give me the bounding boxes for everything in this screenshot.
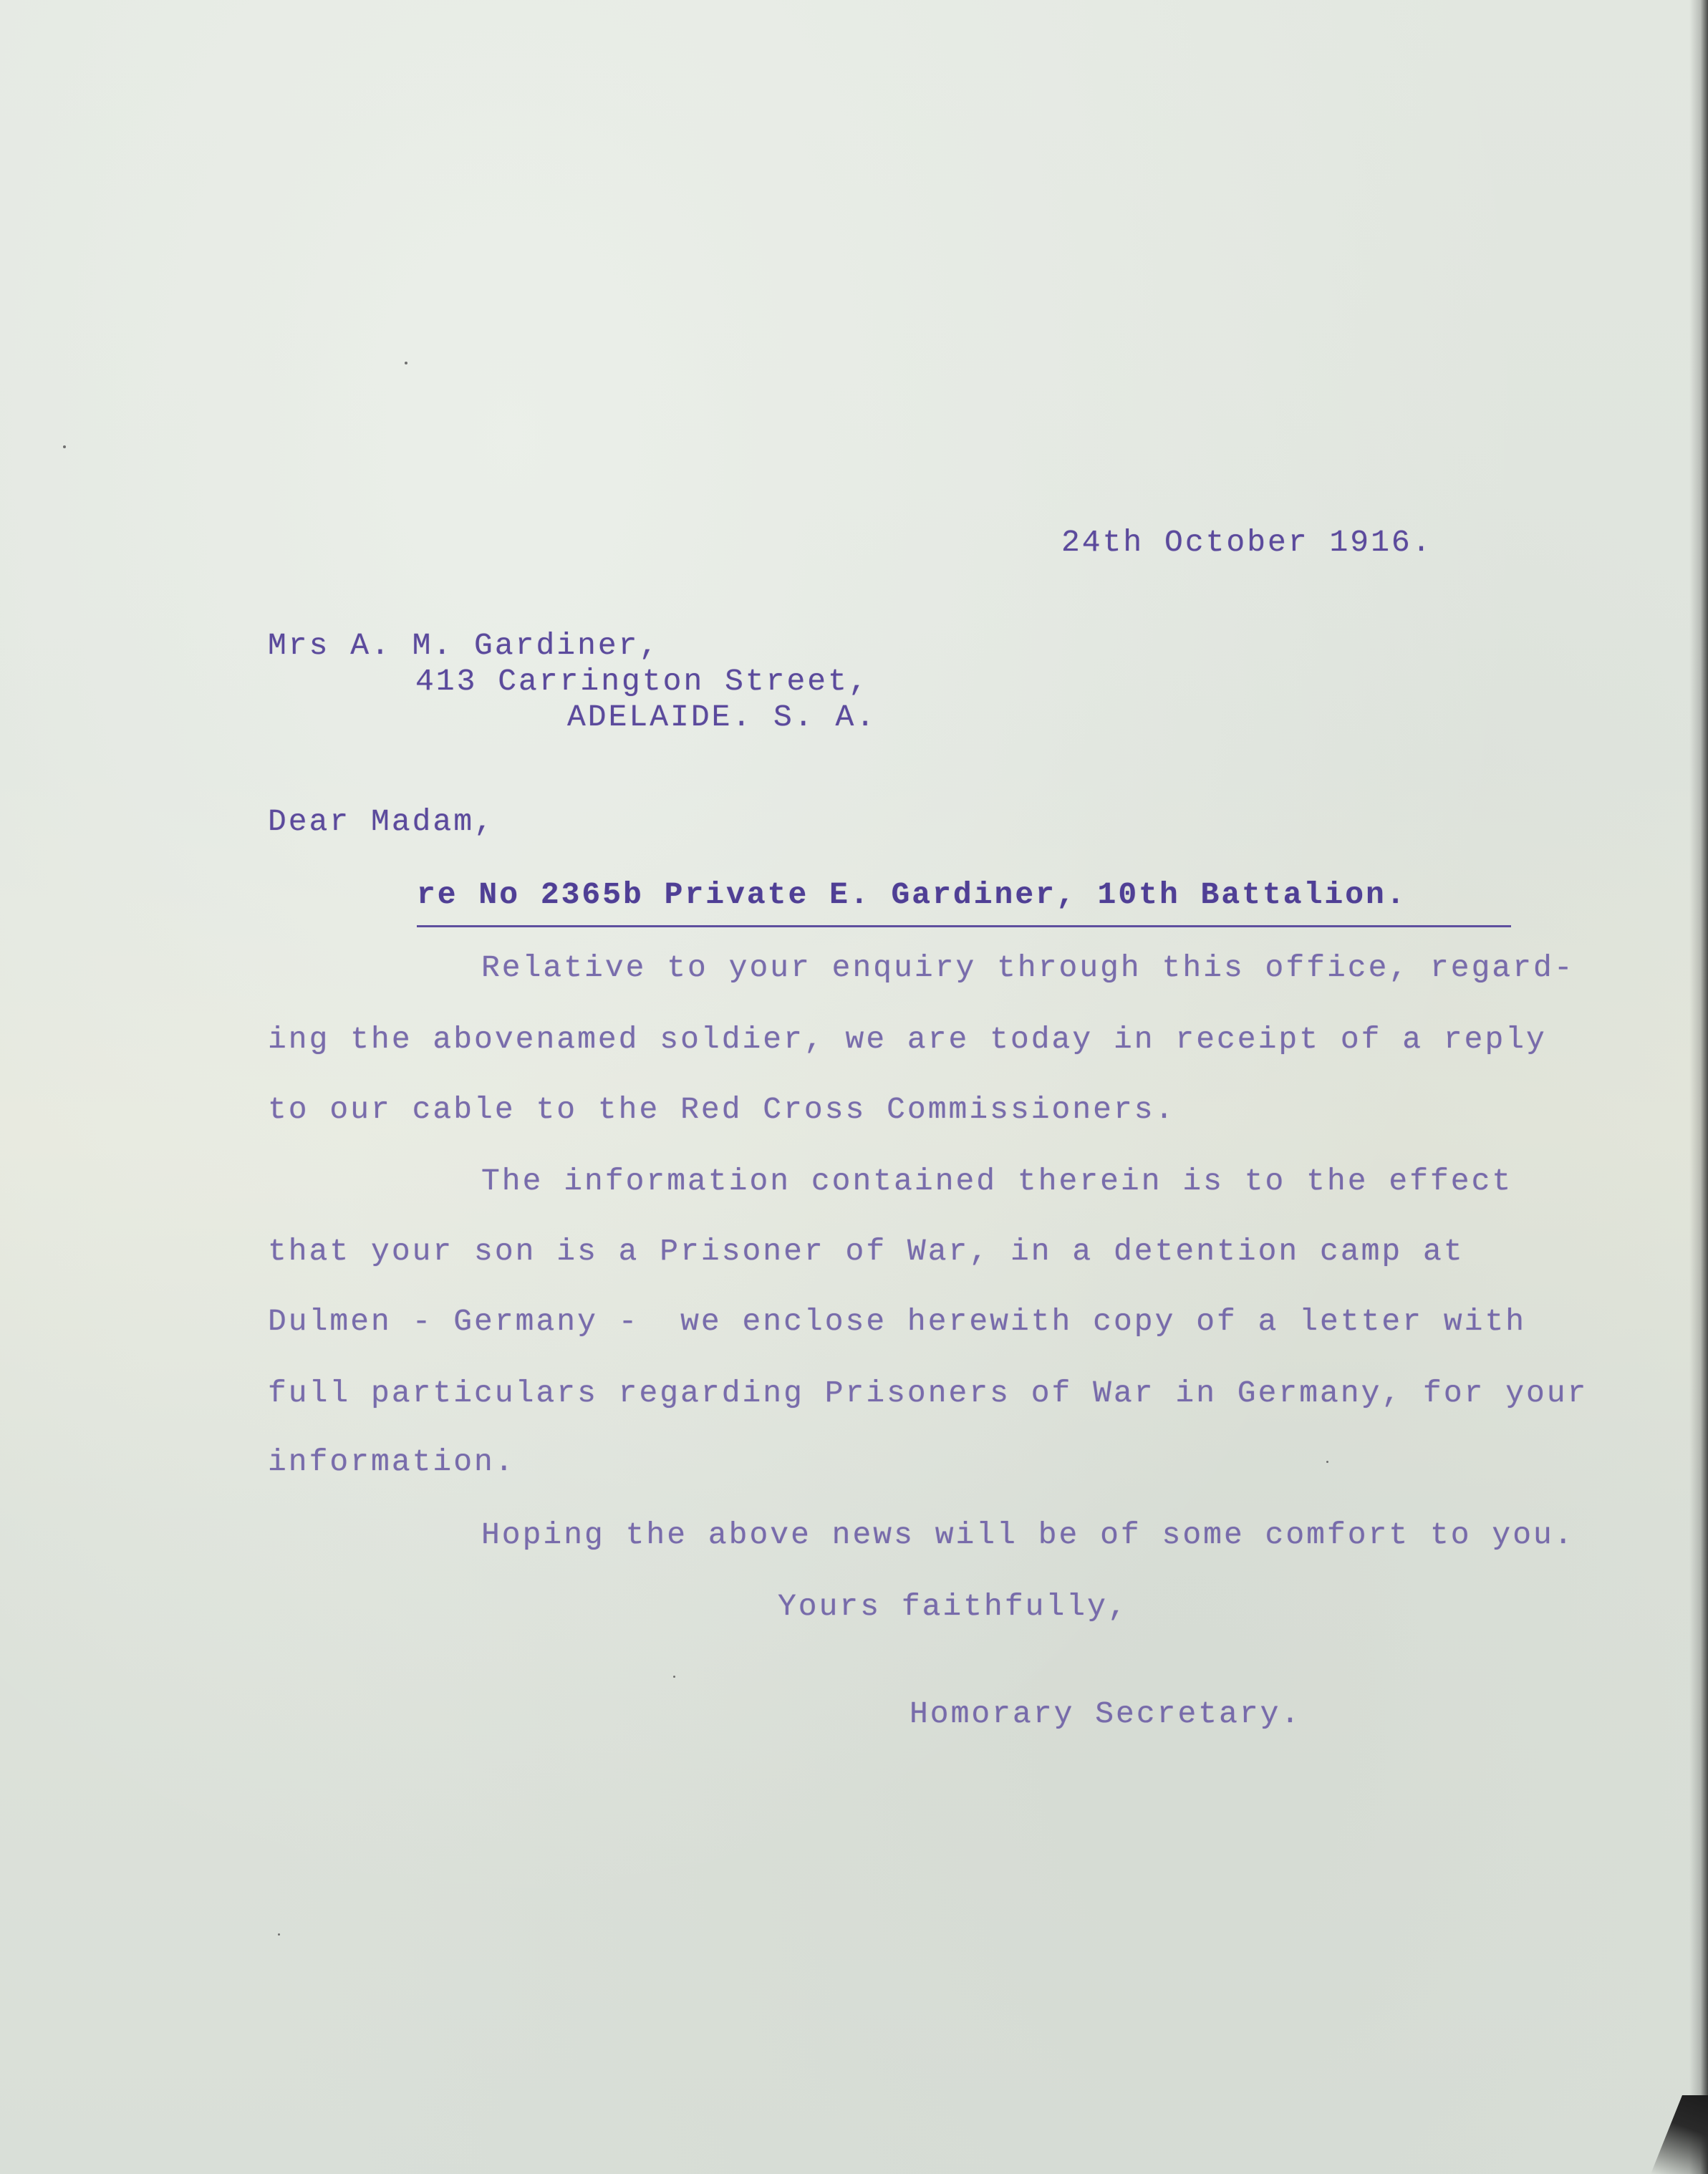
recipient-city: ADELAIDE. S. A. — [567, 700, 877, 735]
paper-speck — [405, 362, 407, 364]
letter-date: 24th October 1916. — [1061, 525, 1433, 560]
closing-sentence: Hoping the above news will be of some comfort to you. — [481, 1517, 1575, 1552]
paragraph2-line5: information. — [268, 1444, 516, 1479]
page-corner-mark — [1651, 2095, 1708, 2174]
recipient-name: Mrs A. M. Gardiner, — [268, 628, 660, 663]
paragraph1-line3: to our cable to the Red Cross Commissioners. — [268, 1092, 1176, 1127]
paragraph2-line2: that your son is a Prisoner of War, in a detention camp at — [268, 1234, 1465, 1269]
recipient-street: 413 Carrington Street, — [415, 664, 869, 699]
paper-speck — [63, 445, 66, 448]
paragraph1-line2: ing the abovenamed soldier, we are today in receipt of a reply — [268, 1022, 1547, 1057]
paper-speck — [1326, 1461, 1328, 1463]
valediction: Yours faithfully, — [778, 1589, 1129, 1624]
paper-speck — [278, 1933, 280, 1936]
paragraph2-line1: The information contained therein is to the effect — [481, 1164, 1513, 1199]
subject-text: re No 2365b Private E. Gardiner, 10th Battalion. — [417, 877, 1407, 912]
signatory-title: Homorary Secretary. — [910, 1696, 1302, 1731]
paper-speck — [673, 1676, 675, 1678]
paragraph1-line1: Relative to your enquiry through this office, regard- — [481, 950, 1575, 985]
salutation: Dear Madam, — [268, 804, 495, 839]
paragraph2-line4: full particulars regarding Prisoners of War in Germany, for your — [268, 1376, 1588, 1411]
subject-line — [417, 879, 1511, 927]
page-edge-shadow — [1689, 0, 1708, 2174]
paragraph2-line3: Dulmen - Germany - we enclose herewith copy of a letter with — [268, 1304, 1527, 1339]
